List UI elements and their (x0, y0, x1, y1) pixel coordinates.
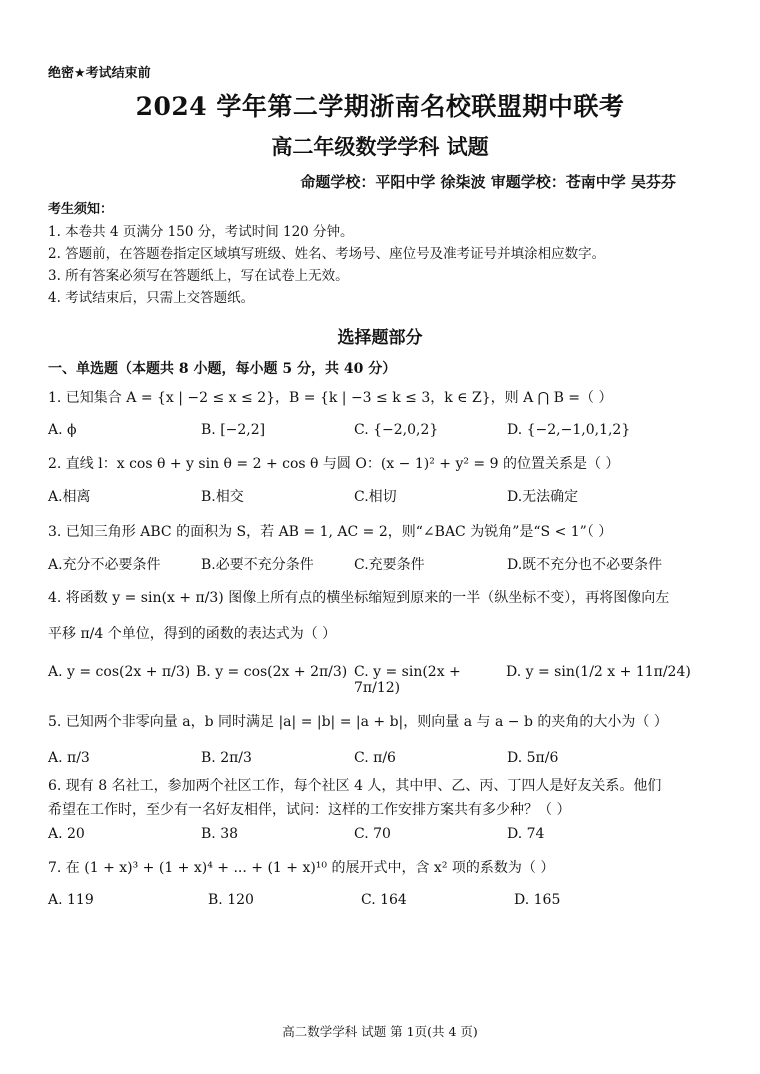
option-b: B.必要不充分条件 (201, 557, 314, 573)
option-d: D. 165 (514, 892, 561, 908)
authors-line: 命题学校：平阳中学 徐柒波 审题学校：苍南中学 吴芬芬 (300, 173, 676, 191)
option-d: D.既不充分也不必要条件 (507, 557, 663, 573)
question-stem-line-2: 希望在工作时，至少有一名好友相伴，试问：这样的工作安排方案共有多少种？（ ） (48, 802, 571, 818)
confidential-mark: 绝密★考试结束前 (48, 66, 151, 81)
option-c: C. y = sin(2x + 7π/12) (354, 664, 461, 696)
option-row (48, 486, 712, 506)
question-stem: 2. 直线 l：x cos θ + y sin θ = 2 + cos θ 与圆 O：(x − 1)² + y² = 9 的位置关系是（ ） (48, 456, 620, 472)
option-d: D. y = sin(1/2 x + 11π/24) (506, 664, 691, 680)
option-row (48, 826, 712, 842)
part-title: 选择题部分 (337, 328, 423, 348)
option-c: C.相切 (354, 489, 397, 505)
option-c: C. 164 (361, 892, 407, 908)
notice-title: 考生须知： (48, 202, 114, 217)
option-c: C. π/6 (354, 750, 396, 766)
question-stem-line-1: 4. 将函数 y = sin(x + π/3) 图像上所有点的横坐标缩短到原来的一半（纵坐标不变），再将图像向左 (48, 590, 670, 606)
option-a: A. ϕ (48, 422, 77, 438)
option-row (48, 554, 712, 574)
notice-item: 3. 所有答案必须写在答题纸上，写在试卷上无效。 (48, 268, 349, 284)
question-4 (48, 582, 712, 696)
option-row (48, 750, 712, 766)
option-c: C. {−2,0,2} (354, 422, 439, 438)
question-1 (48, 386, 712, 438)
question-2 (48, 452, 712, 506)
option-b: B.相交 (201, 489, 244, 505)
option-c: C. 70 (354, 826, 391, 842)
option-b: B. [−2,2] (201, 422, 266, 438)
question-3 (48, 520, 712, 574)
option-d: D. 74 (507, 826, 545, 842)
section-title: 一、单选题（本题共 8 小题，每小题 5 分，共 40 分） (48, 361, 397, 377)
question-6 (48, 774, 712, 842)
option-d: D. {−2,−1,0,1,2} (507, 422, 631, 438)
option-c: C.充要条件 (354, 557, 425, 573)
option-row (48, 892, 712, 908)
notice-item: 4. 考试结束后，只需上交答题纸。 (48, 290, 255, 306)
question-stem: 5. 已知两个非零向量 a，b 同时满足 |a| = |b| = |a + b|，则向量 a 与 a − b 的夹角的大小为（ ） (48, 714, 668, 730)
option-a: A. y = cos(2x + π/3) (48, 664, 191, 680)
question-stem-line-1: 6. 现有 8 名社工，参加两个社区工作，每个社区 4 人，其中甲、乙、丙、丁四人是好友关系。他们 (48, 778, 662, 794)
option-b: B. 38 (201, 826, 239, 842)
option-a: A. 20 (48, 826, 85, 842)
question-stem-line-2: 平移 π/4 个单位，得到的函数的表达式为（ ） (48, 626, 337, 642)
option-d: D.无法确定 (507, 489, 579, 505)
option-row (48, 664, 712, 696)
option-a: A. 119 (48, 892, 94, 908)
option-a: A.相离 (48, 489, 91, 505)
notice-item: 1. 本卷共 4 页满分 150 分，考试时间 120 分钟。 (48, 224, 354, 240)
question-7 (48, 856, 712, 908)
option-b: B. y = cos(2x + 2π/3) (196, 664, 348, 680)
option-row (48, 422, 712, 438)
exam-title: 2024 学年第二学期浙南名校联盟期中联考 (135, 92, 625, 121)
question-stem: 7. 在 (1 + x)³ + (1 + x)⁴ + ... + (1 + x)¹⁰ 的展开式中，含 x² 项的系数为（ ） (48, 860, 555, 876)
question-stem: 3. 已知三角形 ABC 的面积为 S，若 AB = 1, AC = 2，则“∠BAC 为锐角”是“S < 1”（ ） (48, 524, 613, 540)
option-b: B. 120 (208, 892, 254, 908)
page-footer: 高二数学学科 试题 第 1页(共 4 页) (282, 1024, 478, 1039)
option-a: A.充分不必要条件 (48, 557, 161, 573)
notice-item: 2. 答题前，在答题卷指定区域填写班级、姓名、考场号、座位号及准考证号并填涂相应数字。 (48, 246, 606, 262)
notice-block (48, 198, 712, 309)
question-stem: 1. 已知集合 A = {x | −2 ≤ x ≤ 2}，B = {k | −3 ≤ k ≤ 3，k ∈ Z}，则 A ⋂ B =（ ） (48, 390, 613, 406)
exam-subtitle: 高二年级数学学科 试题 (271, 134, 489, 159)
question-5 (48, 710, 712, 766)
option-d: D. 5π/6 (507, 750, 559, 766)
option-b: B. 2π/3 (201, 750, 252, 766)
option-a: A. π/3 (48, 750, 90, 766)
